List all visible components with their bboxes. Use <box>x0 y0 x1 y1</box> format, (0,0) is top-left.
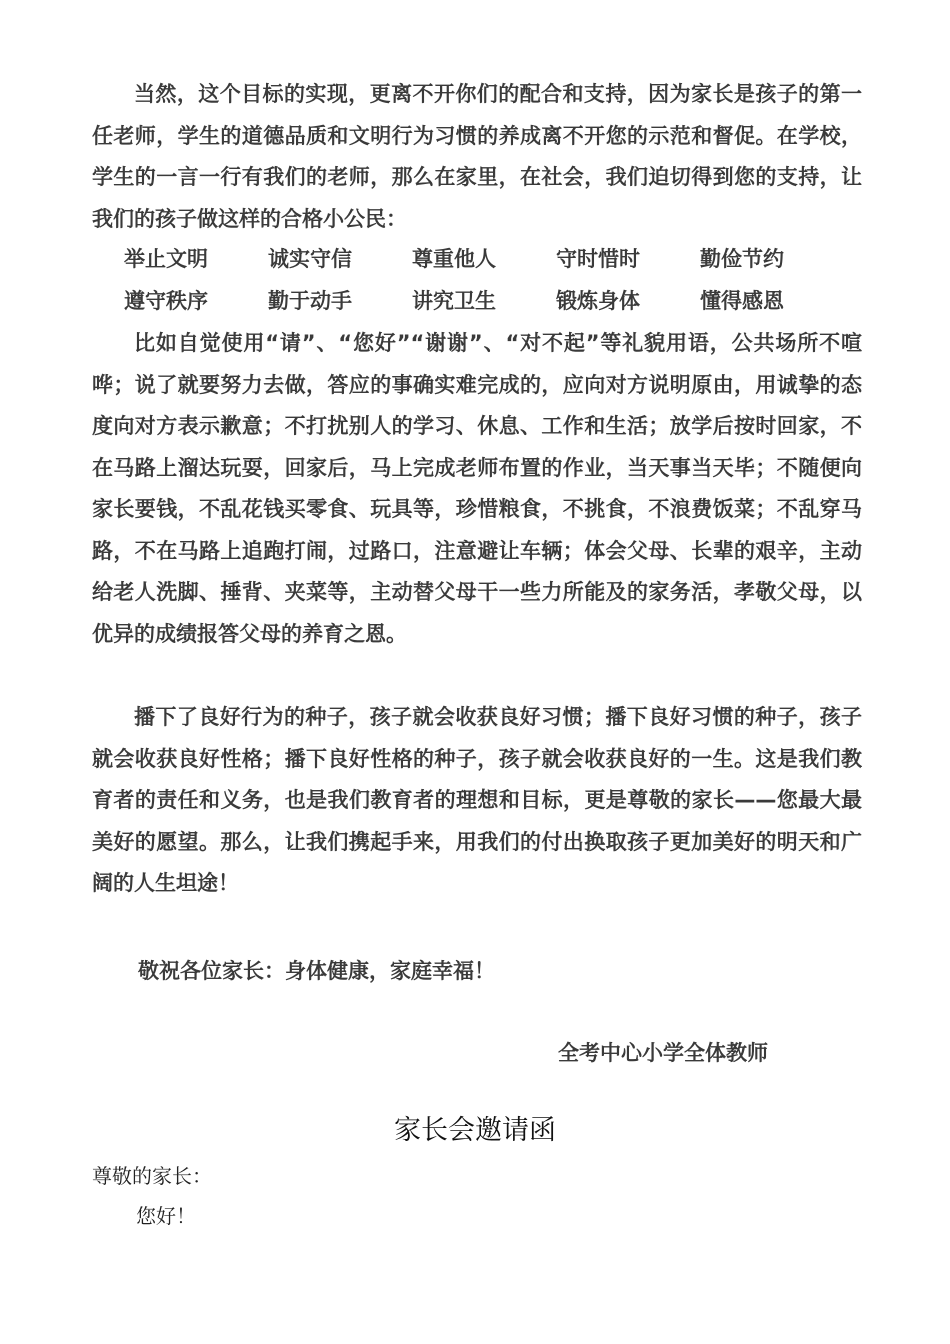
virtue-item: 锻炼身体 <box>556 289 640 313</box>
virtue-item: 尊重他人 <box>412 247 496 271</box>
virtues-row-1 <box>124 243 824 283</box>
virtue-item: 讲究卫生 <box>412 289 496 313</box>
paragraph-habits: 播下了良好行为的种子，孩子就会收获良好习惯；播下良好习惯的种子，孩子就会收获良好性格；播下良好性格的种子，孩子就会收获良好的一生。这是我们教育者的责任和义务，也是我们教育者的理想和目标，更是尊敬的家长——您最大最美好的愿望。那么，让我们携起手来，用我们的付出换取孩子更加美好的明天和广阔的人生坦途！ <box>92 705 862 895</box>
virtue-item: 举止文明 <box>124 247 208 271</box>
closing-wishes: 敬祝各位家长：身体健康，家庭幸福！ <box>138 959 495 983</box>
invitation-salutation: 尊敬的家长： <box>92 1164 212 1188</box>
virtue-item: 守时惜时 <box>556 247 640 271</box>
invitation-title: 家长会邀请函 <box>394 1115 556 1146</box>
paragraph-etiquette-examples: 比如自觉使用“请”、“您好”“谢谢”、“对不起”等礼貌用语，公共场所不喧哗；说了就要努力去做，答应的事确实难完成的，应向对方说明原由，用诚挚的态度向对方表示歉意；不打扰别人的学习、休息、工作和生活；放学后按时回家，不在马路上溜达玩耍，回家后，马上完成老师布置的作业，当天事当天毕；不随便向家长要钱，不乱花钱买零食、玩具等，珍惜粮食，不挑食，不浪费饭菜；不乱穿马路，不在马路上追跑打闹，过路口，注意避让车辆；体会父母、长辈的艰辛，主动给老人洗脚、捶背、夹菜等，主动替父母干一些力所能及的家务活，孝敬父母，以优异的成绩报答父母的养育之恩。 <box>92 331 862 646</box>
virtues-row-2 <box>124 285 824 325</box>
paragraph-parent-support: 当然，这个目标的实现，更离不开你们的配合和支持，因为家长是孩子的第一任老师，学生的道德品质和文明行为习惯的养成离不开您的示范和督促。在学校，学生的一言一行有我们的老师，那么在家里，在社会，我们迫切得到您的支持，让我们的孩子做这样的合格小公民： <box>92 82 862 231</box>
signature: 全考中心小学全体教师 <box>558 1041 768 1065</box>
virtue-item: 勤俭节约 <box>700 247 784 271</box>
virtue-item: 遵守秩序 <box>124 289 208 313</box>
virtue-item: 懂得感恩 <box>700 289 784 313</box>
virtue-item: 勤于动手 <box>268 289 352 313</box>
invitation-greeting: 您好！ <box>136 1204 196 1228</box>
virtue-item: 诚实守信 <box>268 247 352 271</box>
